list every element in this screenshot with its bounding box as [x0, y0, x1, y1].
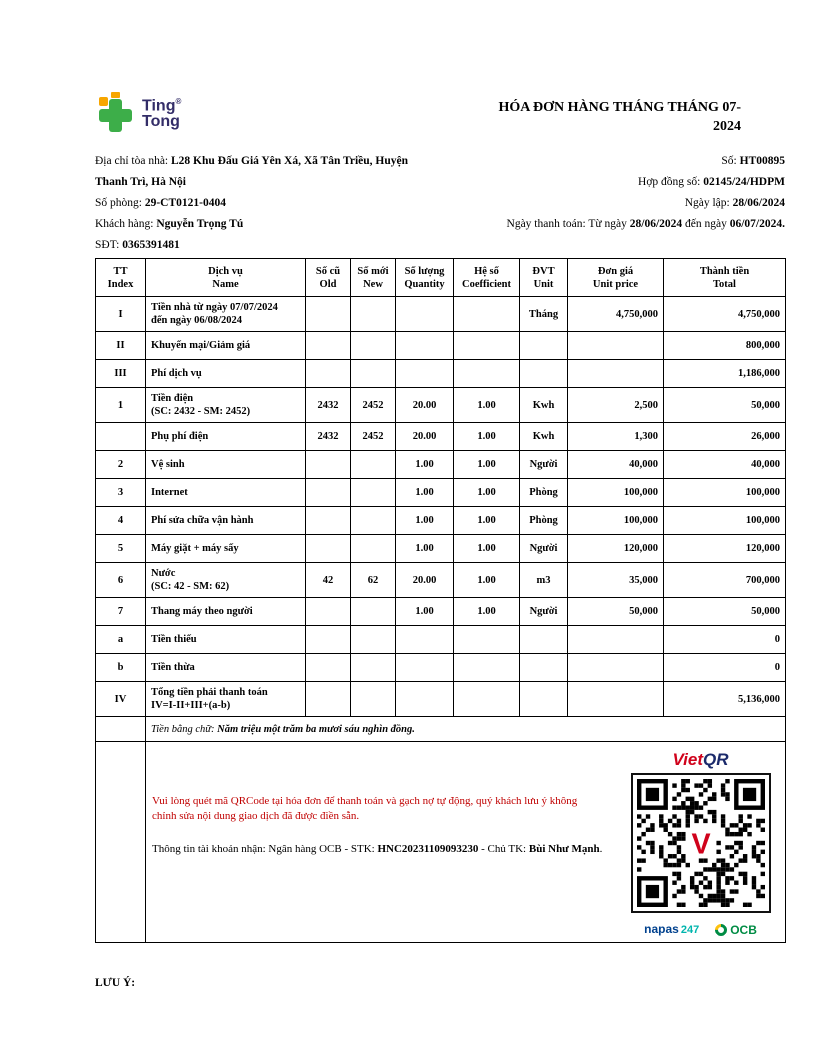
cell-total: 800,000 [664, 332, 786, 360]
cell-index: 5 [96, 535, 146, 563]
building-address-line2: Thanh Trì, Hà Nội [95, 176, 186, 188]
cell-old [306, 535, 351, 563]
building-address: Địa chỉ tòa nhà: L28 Khu Đấu Giá Yên Xá, Xã Tân Triều, Huyện [95, 155, 408, 167]
cell-total: 0 [664, 626, 786, 654]
cell-index: III [96, 360, 146, 388]
cell-old [306, 682, 351, 717]
invoice-info-right [507, 151, 785, 256]
cell-coef [454, 297, 520, 332]
cell-index: 6 [96, 563, 146, 598]
cell-index: 1 [96, 388, 146, 423]
issue-date: Ngày lập: 28/06/2024 [684, 197, 785, 209]
cell-qty [396, 654, 454, 682]
cell-name: Phí dịch vụ [146, 360, 306, 388]
tingtong-logo [95, 92, 181, 132]
cell-coef [454, 332, 520, 360]
cell-index: a [96, 626, 146, 654]
cell-qty: 1.00 [396, 535, 454, 563]
room-number: Số phòng: 29-CT0121-0404 [95, 197, 226, 209]
cell-new: 62 [351, 563, 396, 598]
table-row [96, 563, 786, 598]
cell-name: Nước (SC: 42 - SM: 62) [146, 563, 306, 598]
cell-price: 50,000 [568, 598, 664, 626]
cell-price [568, 626, 664, 654]
cell-new [351, 332, 396, 360]
cell-total: 50,000 [664, 598, 786, 626]
invoice-title-line2: 2024 [713, 119, 741, 134]
cell-new [351, 682, 396, 717]
cell-old [306, 507, 351, 535]
invoice-number: Số: HT00895 [721, 155, 785, 167]
cell-total: 4,750,000 [664, 297, 786, 332]
cell-old: 2432 [306, 423, 351, 451]
cell-index: 3 [96, 479, 146, 507]
cell-new [351, 297, 396, 332]
cell-qty: 1.00 [396, 598, 454, 626]
cell-qty [396, 332, 454, 360]
cell-price [568, 682, 664, 717]
payment-instructions [146, 742, 616, 942]
bank-logos [616, 923, 785, 937]
column-header: Hệ số Coefficient [454, 259, 520, 297]
amount-in-words-row [96, 717, 786, 742]
cell-coef: 1.00 [454, 535, 520, 563]
cell-new [351, 626, 396, 654]
cell-total: 120,000 [664, 535, 786, 563]
payment-period: Ngày thanh toán: Từ ngày 28/06/2024 đến ngày 06/07/2024. [506, 218, 785, 230]
cell-total: 1,186,000 [664, 360, 786, 388]
cell-coef [454, 626, 520, 654]
cell-unit [520, 682, 568, 717]
cell-coef: 1.00 [454, 451, 520, 479]
cell-old: 42 [306, 563, 351, 598]
cell-total: 40,000 [664, 451, 786, 479]
column-header: Số cũ Old [306, 259, 351, 297]
table-row [96, 451, 786, 479]
cell-unit: Người [520, 451, 568, 479]
cell-qty [396, 682, 454, 717]
cell-unit: Kwh [520, 388, 568, 423]
qr-section [616, 742, 785, 942]
cell-total: 700,000 [664, 563, 786, 598]
cell-new: 2452 [351, 388, 396, 423]
cell-new: 2452 [351, 423, 396, 451]
contract-number: Hợp đồng số: 02145/24/HDPM [638, 176, 785, 188]
cell-name: Máy giặt + máy sấy [146, 535, 306, 563]
cell-unit: Phòng [520, 507, 568, 535]
ocb-logo: OCB [715, 924, 757, 937]
cell-unit: Người [520, 598, 568, 626]
vietqr-logo: VietQR [672, 750, 729, 769]
cell-coef: 1.00 [454, 507, 520, 535]
cell-price: 120,000 [568, 535, 664, 563]
payment-row [96, 742, 786, 943]
cell-name: Phí sửa chữa vận hành [146, 507, 306, 535]
column-header: TT Index [96, 259, 146, 297]
amount-in-words: Tiền bằng chữ: Năm triệu một trăm ba mươi sáu nghìn đồng. [146, 717, 786, 742]
ocb-icon [713, 922, 730, 939]
phone-number: SĐT: 0365391481 [95, 239, 180, 251]
cell-total: 0 [664, 654, 786, 682]
cell-name: Tiền thiếu [146, 626, 306, 654]
cell-total: 5,136,000 [664, 682, 786, 717]
cell-price: 100,000 [568, 479, 664, 507]
cell-total: 26,000 [664, 423, 786, 451]
cell-name: Thang máy theo người [146, 598, 306, 626]
table-row [96, 535, 786, 563]
footer-note: LƯU Ý: [95, 977, 136, 989]
cell-new [351, 598, 396, 626]
cell-index [96, 742, 146, 943]
cell-old [306, 479, 351, 507]
invoice-title [401, 92, 785, 136]
column-header: Đơn giá Unit price [568, 259, 664, 297]
cell-name: Tổng tiền phải thanh toán IV=I-II+III+(a-b) [146, 682, 306, 717]
cell-old [306, 626, 351, 654]
cell-old [306, 297, 351, 332]
cell-name: Khuyến mại/Giảm giá [146, 332, 306, 360]
table-row [96, 598, 786, 626]
cell-unit [520, 332, 568, 360]
cell-unit: m3 [520, 563, 568, 598]
payment-account-info: Thông tin tài khoản nhận: Ngân hàng OCB - STK: HNC20231109093230 - Chủ TK: Bùi Như Mạnh. [152, 843, 603, 855]
table-row [96, 479, 786, 507]
invoice-info-left [95, 151, 408, 256]
cell-old [306, 451, 351, 479]
table-row [96, 297, 786, 332]
cell-new [351, 479, 396, 507]
cell-new [351, 451, 396, 479]
table-row [96, 507, 786, 535]
column-header: Số lượng Quantity [396, 259, 454, 297]
cell-unit: Phòng [520, 479, 568, 507]
table-row [96, 388, 786, 423]
cell-index: b [96, 654, 146, 682]
cell-qty [396, 297, 454, 332]
qr-code [631, 773, 771, 913]
cell-qty [396, 626, 454, 654]
cell-index [96, 423, 146, 451]
cell-unit [520, 654, 568, 682]
cell-total: 100,000 [664, 479, 786, 507]
cell-index: I [96, 297, 146, 332]
table-header-row [96, 259, 786, 297]
cell-coef: 1.00 [454, 479, 520, 507]
invoice-title-line1: HÓA ĐƠN HÀNG THÁNG THÁNG 07- [498, 100, 741, 115]
cell-name: Phụ phí điện [146, 423, 306, 451]
column-header: Số mới New [351, 259, 396, 297]
cell-price [568, 654, 664, 682]
cell-price: 40,000 [568, 451, 664, 479]
cell-total: 50,000 [664, 388, 786, 423]
invoice-table-body [96, 297, 786, 717]
cell-unit [520, 360, 568, 388]
invoice-table [95, 258, 786, 943]
cell-name: Tiền nhà từ ngày 07/07/2024 đến ngày 06/08/2024 [146, 297, 306, 332]
cell-price: 100,000 [568, 507, 664, 535]
cell-unit: Tháng [520, 297, 568, 332]
cell-name: Tiền thừa [146, 654, 306, 682]
cell-new [351, 654, 396, 682]
cell-coef: 1.00 [454, 563, 520, 598]
table-row [96, 682, 786, 717]
cell-qty: 1.00 [396, 507, 454, 535]
column-header: Thành tiền Total [664, 259, 786, 297]
cell-price: 2,500 [568, 388, 664, 423]
cell-price [568, 360, 664, 388]
cell-unit: Kwh [520, 423, 568, 451]
cell-price: 4,750,000 [568, 297, 664, 332]
cell-qty: 1.00 [396, 451, 454, 479]
table-row [96, 654, 786, 682]
customer-name: Khách hàng: Nguyễn Trọng Tú [95, 218, 244, 230]
qr-code-image [637, 779, 765, 907]
cell-old [306, 360, 351, 388]
cell-index: IV [96, 682, 146, 717]
cell-old: 2432 [306, 388, 351, 423]
cell-coef: 1.00 [454, 598, 520, 626]
cell-index: II [96, 332, 146, 360]
tingtong-logo-icon [95, 92, 135, 132]
column-header: Dịch vụ Name [146, 259, 306, 297]
cell-old [306, 598, 351, 626]
invoice-info [95, 151, 785, 256]
cell-coef: 1.00 [454, 423, 520, 451]
cell-price [568, 332, 664, 360]
cell-name: Tiền điện (SC: 2432 - SM: 2452) [146, 388, 306, 423]
cell-index [96, 717, 146, 742]
cell-qty [396, 360, 454, 388]
cell-old [306, 332, 351, 360]
column-header: ĐVT Unit [520, 259, 568, 297]
cell-index: 2 [96, 451, 146, 479]
cell-qty: 1.00 [396, 479, 454, 507]
cell-new [351, 507, 396, 535]
tingtong-logo-text: Ting® Tong [142, 96, 182, 131]
payment-warning: Vui lòng quét mã QRCode tại hóa đơn để thanh toán và gạch nợ tự động, quý khách lưu ý không chỉnh sửa nội dung giao dịch đã được điền sẵn. [152, 795, 578, 822]
cell-qty: 20.00 [396, 563, 454, 598]
table-row [96, 360, 786, 388]
napas-logo: napas 247 [644, 922, 700, 936]
table-row [96, 332, 786, 360]
table-row [96, 423, 786, 451]
cell-name: Internet [146, 479, 306, 507]
cell-unit: Người [520, 535, 568, 563]
cell-old [306, 654, 351, 682]
cell-index: 4 [96, 507, 146, 535]
cell-new [351, 535, 396, 563]
cell-coef [454, 360, 520, 388]
cell-coef [454, 682, 520, 717]
page-header [95, 92, 785, 136]
cell-price: 35,000 [568, 563, 664, 598]
table-row [96, 626, 786, 654]
cell-unit [520, 626, 568, 654]
svg-text:V: V [690, 828, 711, 861]
cell-qty: 20.00 [396, 423, 454, 451]
cell-index: 7 [96, 598, 146, 626]
cell-coef: 1.00 [454, 388, 520, 423]
cell-name: Vệ sinh [146, 451, 306, 479]
cell-new [351, 360, 396, 388]
cell-total: 100,000 [664, 507, 786, 535]
cell-coef [454, 654, 520, 682]
cell-price: 1,300 [568, 423, 664, 451]
payment-cell [146, 742, 786, 943]
cell-qty: 20.00 [396, 388, 454, 423]
